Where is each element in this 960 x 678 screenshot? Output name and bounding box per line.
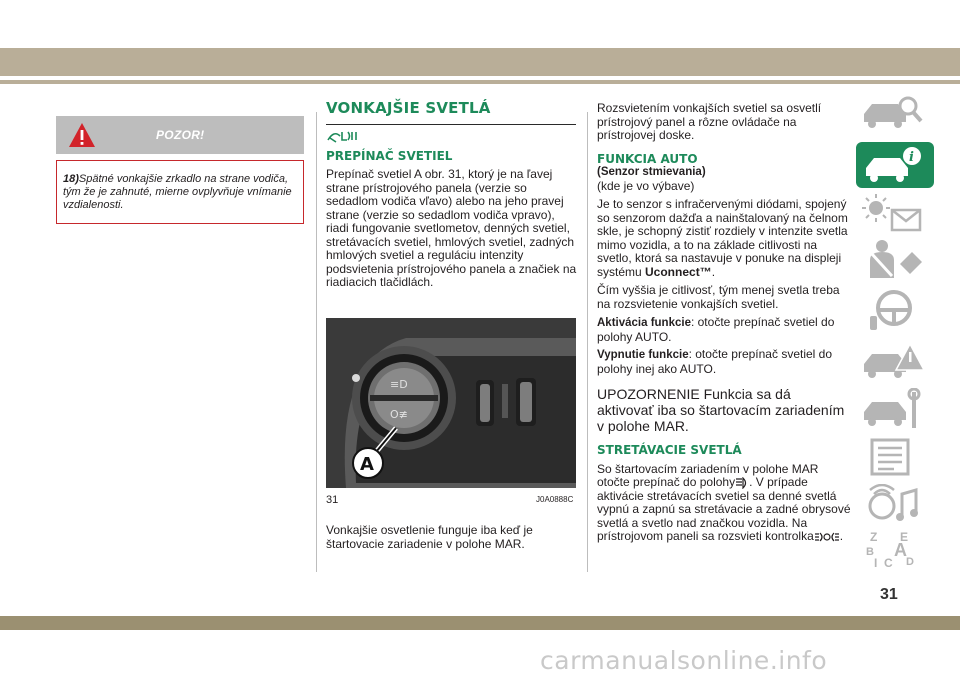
dipped-beam-text-c: . [839, 529, 844, 543]
deactivation-label: Vypnutie funkcie [597, 349, 689, 361]
top-margin [0, 0, 960, 48]
dipped-beam-text-b: . V prípade aktivácie stretávacích svetiel sa denné svetlá vypnú a zapnú sa stretávacie a zadné obrysové svetlá a svetlo nad značkou vozidla. Na prístrojovom paneli sa rozsvieti kontrolka [597, 475, 851, 543]
header-band [0, 48, 960, 76]
deactivation-text: : otočte prepínač svetiel do polohy inej ako AUTO. [597, 347, 833, 376]
column-3 [597, 102, 851, 544]
multimedia-icon[interactable] [858, 484, 928, 526]
warning-lights-icon[interactable] [858, 192, 928, 234]
activation-paragraph [597, 316, 851, 344]
dipped-beam-paragraph [597, 463, 851, 544]
uconnect-label: Uconnect™ [645, 264, 712, 279]
light-switch-photo [326, 318, 576, 488]
column-divider-left [316, 112, 317, 572]
heading-rule [326, 124, 576, 125]
auto-function-heading: FUNKCIA AUTO [597, 151, 698, 166]
section-heading: VONKAJŠIE SVETLÁ [326, 99, 491, 117]
section-heading-wrap [326, 99, 491, 117]
column-divider-right [587, 112, 588, 572]
illumination-text: Rozsvietením vonkajších svetiel sa osvetlí prístrojový panel a rôzne ovládače na prístrojovej doske. [597, 101, 822, 142]
warning-text [63, 173, 299, 212]
auto-sensor-paragraph [597, 198, 851, 279]
index-letter: I [874, 556, 878, 570]
notice-text: UPOZORNENIE Funkcia sa dá aktivovať iba so štartovacím zariadením v polohe MAR. [597, 386, 845, 434]
svg-text:O≢: O≢ [390, 408, 408, 421]
subheading-wrap [326, 150, 452, 164]
steering-key-icon[interactable] [858, 290, 928, 332]
list-book-icon[interactable] [858, 436, 928, 478]
note-number: 18) [63, 173, 79, 185]
deactivation-paragraph [597, 348, 851, 376]
light-switch-heading: PREPÍNAČ SVETIEL [326, 149, 453, 163]
auto-function-subheading: (Senzor stmievania) [597, 166, 706, 178]
index-letter: C [884, 556, 893, 570]
page-number: 31 [880, 586, 898, 603]
dipped-beam-icon [735, 477, 749, 489]
index-letter: E [900, 530, 909, 544]
car-info-icon[interactable] [860, 144, 930, 186]
dipped-beam-text-a: So štartovacím zariadením v polohe MAR otočte prepínač do polohy [597, 461, 819, 489]
header-rule [0, 80, 960, 84]
auto-sensor-text: Je to senzor s infračervenými diódami, spojený so senzorom dažďa a nainštalovaný na čelnom skle, je schopný zistiť rozdiely v intenzite svetla mimo vozidla, a to na základe citlivosti na svetlo, ktorá sa nastavuje v ponuke na displeji systému [597, 197, 848, 279]
car-wrench-icon[interactable] [858, 388, 928, 430]
index-letter: Z [870, 530, 878, 544]
index-letter: D [906, 556, 914, 568]
index-letter: A [894, 540, 907, 560]
svg-text:i: i [909, 150, 914, 165]
alphabet-index-icon[interactable] [858, 528, 928, 570]
svg-text:≡D: ≡D [390, 378, 408, 391]
warning-box [56, 160, 304, 224]
car-search-icon[interactable] [858, 92, 928, 134]
warning-header [56, 116, 304, 154]
figure-caption-number: 31 [326, 494, 339, 506]
activation-label: Aktivácia funkcie [597, 317, 691, 329]
light-switch-illustration [326, 318, 576, 488]
lights-symbol-icon [326, 128, 362, 144]
footer-band [0, 616, 960, 630]
exterior-lights-note-text: Vonkajšie osvetlenie funguje iba keď je štartovacie zariadenie v polohe MAR. [326, 523, 533, 551]
warning-title: POZOR! [156, 128, 205, 142]
figure-caption-code: J0A0888C [536, 495, 574, 504]
side-lights-icon [814, 531, 840, 543]
dipped-beam-heading: STRETÁVACIE SVETLÁ [597, 443, 742, 457]
breakdown-icon[interactable] [858, 340, 928, 382]
activation-text: : otočte prepínač svetiel do polohy AUTO. [597, 315, 835, 344]
figure-label-a: A [360, 454, 374, 475]
auto-availability-note: (kde je vo výbave) [597, 178, 695, 193]
auto-sensor-end: . [711, 264, 716, 279]
watermark: carmanualsonline.info [540, 646, 828, 675]
person-seatbelt-icon[interactable] [858, 238, 928, 280]
warning-triangle-icon [68, 122, 96, 148]
warning-body-text: Spätné vonkajšie zrkadlo na strane vodiča, tým že je zahnuté, mierne ovplyvňuje vnímanie vzdialenosti. [63, 173, 292, 211]
sensitivity-text: Čím vyššia je citlivosť, tým menej svetla treba na rozsvietenie vonkajších svetiel. [597, 283, 840, 311]
light-switch-paragraph [326, 168, 578, 290]
light-switch-text: Prepínač svetiel A obr. 31, ktorý je na ľavej strane prístrojového panela (verzie so sedadlom vodiča vľavo) alebo na jeho pravej strane (verzie so sedadlom vodiča vpravo), riadi fungovanie svetlometov, denných svetiel, stretávacích svetiel, hmlových svetiel, zadných hmlových svetiel a reguláciu intenzity podsvietenia prístrojového panela a značiek na riadiacich tlačidlách. [326, 167, 577, 289]
exterior-lights-note [326, 524, 578, 551]
index-letter: B [866, 546, 874, 558]
